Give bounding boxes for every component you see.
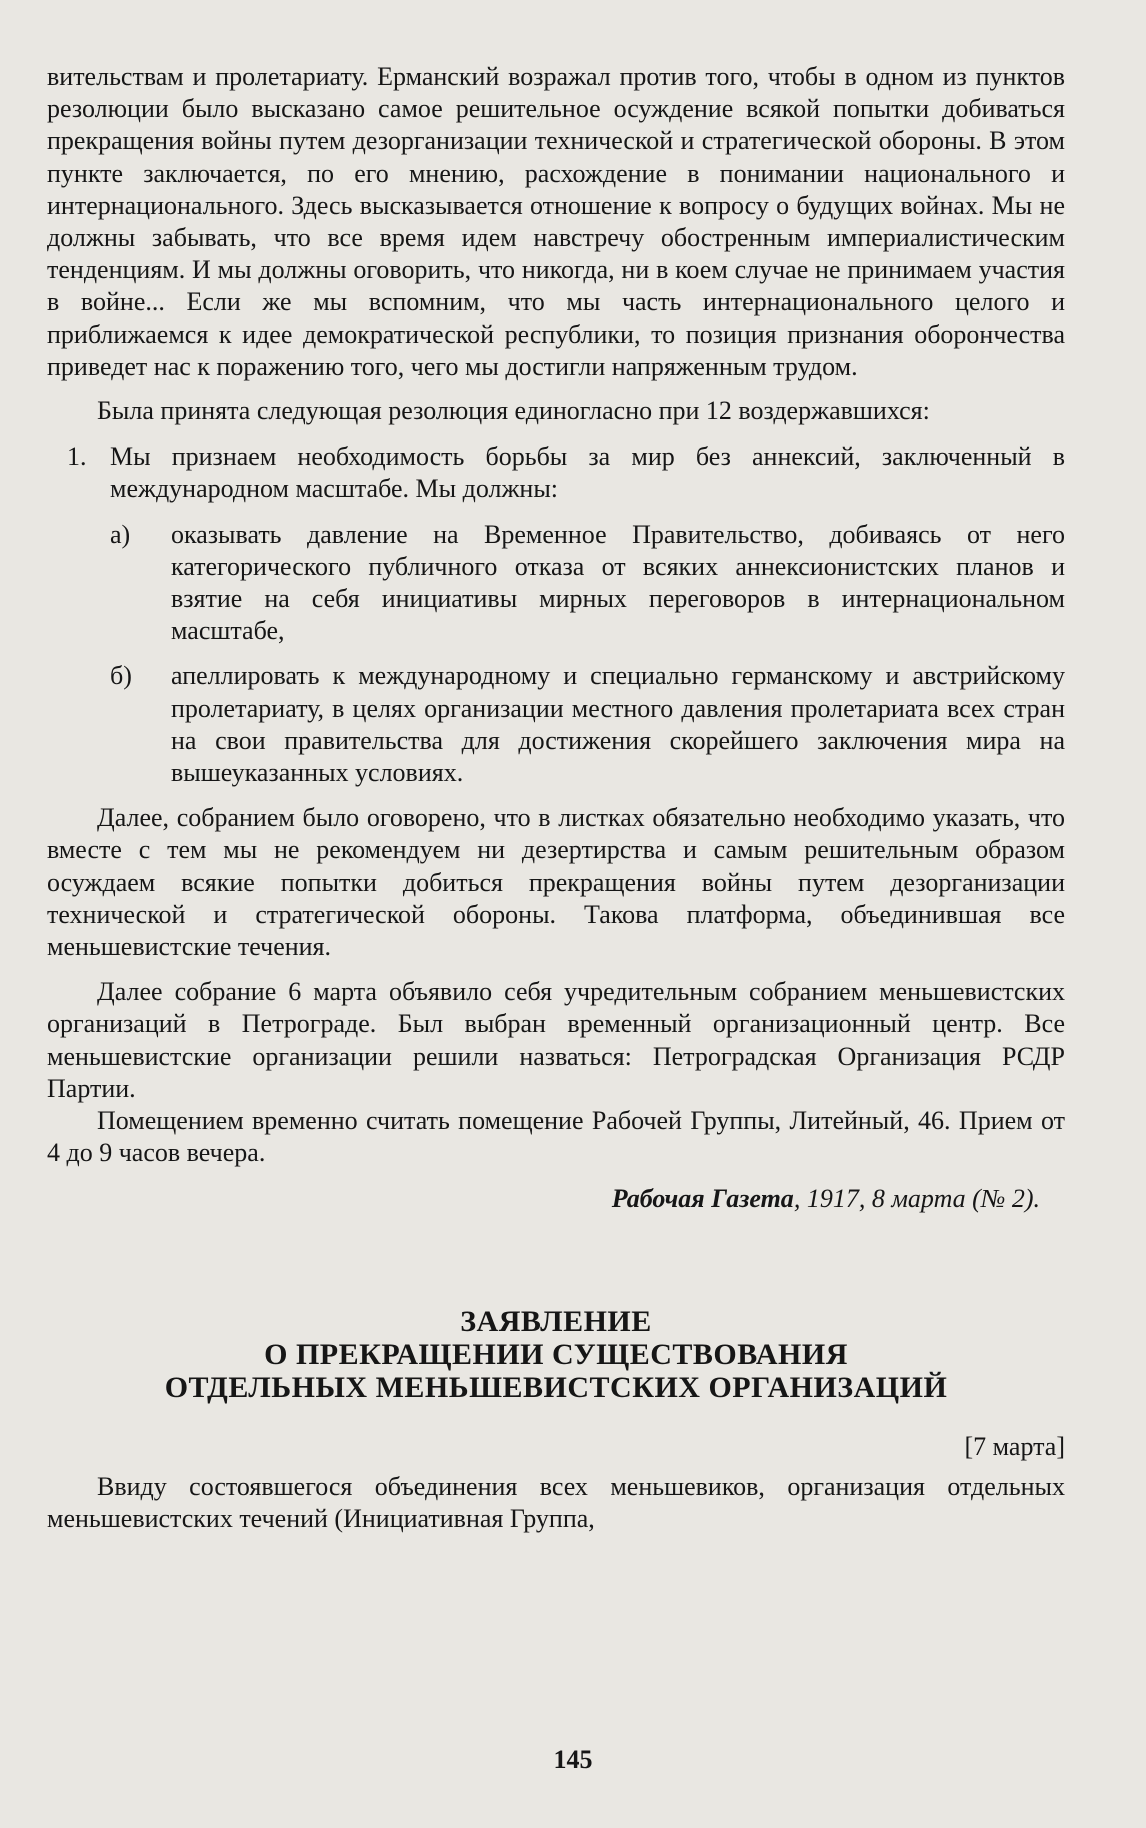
subitem-text: апеллировать к международному и специально германскому и австрийскому пролетариату, в целях организации местного давления пролетариата всех стран на свои правительства для достижения скорейшего заключения мира на вышеуказанных условиях.: [171, 661, 1065, 788]
body-text: [47, 61, 1065, 1535]
heading-line-3: ОТДЕЛЬНЫХ МЕНЬШЕВИСТСКИХ ОРГАНИЗАЦИЙ: [164, 1370, 948, 1404]
paragraph-premises: Помещением временно считать помещение Рабочей Группы, Литейный, 46. Прием от 4 до 9 часов вечера.: [47, 1106, 1065, 1168]
subitem-marker: б): [110, 661, 132, 691]
source-paper: Рабочая Газета: [611, 1183, 794, 1213]
item-number: 1.: [67, 442, 87, 472]
paragraph-continuation: вительствам и пролетариату. Ерманский возражал против того, чтобы в одном из пунктов резолюции было высказано самое решительное осуждение всякой попытки добиваться прекращения войны путем дезорганизации технической и стратегической обороны. В этом пункте заключается, по его мнению, расхождение в понимании национального и интернационального. Здесь высказывается отношение к вопросу о будущих войнах. Мы не должны забывать, что все время идем навстречу обостренным империалистическим тенденциям. И мы должны оговорить, что никогда, ни в коем случае не принимаем участия в войне... Если же мы вспомним, что мы часть интернационального целого и приближаемся к идее демократической республики, то позиция признания оборончества приведет нас к поражению того, чего мы достигли напряженным трудом.: [47, 62, 1065, 381]
section-heading: [47, 1305, 1065, 1404]
resolution-subitem-b: [47, 660, 1065, 789]
item-text: Мы признаем необходимость борьбы за мир без аннексий, заключенный в международном масштабе. Мы должны:: [110, 442, 1065, 504]
page-number: 145: [553, 1745, 593, 1774]
subitem-text: оказывать давление на Временное Правительство, добиваясь от него категорического публичного отказа от всяких аннексионистских планов и взятие на себя инициативы мирных переговоров в интернациональном масштабе,: [171, 519, 1065, 646]
resolution-subitem-a: [47, 519, 1065, 648]
heading-line-2: О ПРЕКРАЩЕНИИ СУЩЕСТВОВАНИЯ: [264, 1337, 848, 1371]
source-citation: [47, 1183, 1065, 1215]
source-details: , 1917, 8 марта (№ 2).: [793, 1183, 1040, 1213]
document-date: [7 марта]: [964, 1431, 1065, 1461]
paragraph-further: Далее, собранием было оговорено, что в листках обязательно необходимо указать, что вместе с тем мы не рекомендуем ни дезертирства и самым решительным образом осуждаем всякие попытки добиться прекращения войны путем дезорганизации технической и стратегической обороны. Такова платформа, объединившая все меньшевистские течения.: [47, 803, 1065, 962]
paragraph-statement: Ввиду состоявшегося объединения всех меньшевиков, организация отдельных меньшевистских течений (Инициативная Группа,: [47, 1471, 1065, 1534]
paragraph-assembly: Далее собрание 6 марта объявило себя учредительным собранием меньшевистских организаций в Петрограде. Был выбран временный организационный центр. Все меньшевистские организации решили назваться: Петроградская Организация РСДР Партии.: [47, 977, 1065, 1103]
heading-line-1: ЗАЯВЛЕНИЕ: [460, 1304, 652, 1338]
paragraph-resolution-intro: Была принята следующая резолюция единогласно при 12 воздержавшихся:: [97, 396, 930, 426]
subitem-marker: а): [110, 519, 131, 549]
resolution-item-1: [47, 441, 1065, 505]
